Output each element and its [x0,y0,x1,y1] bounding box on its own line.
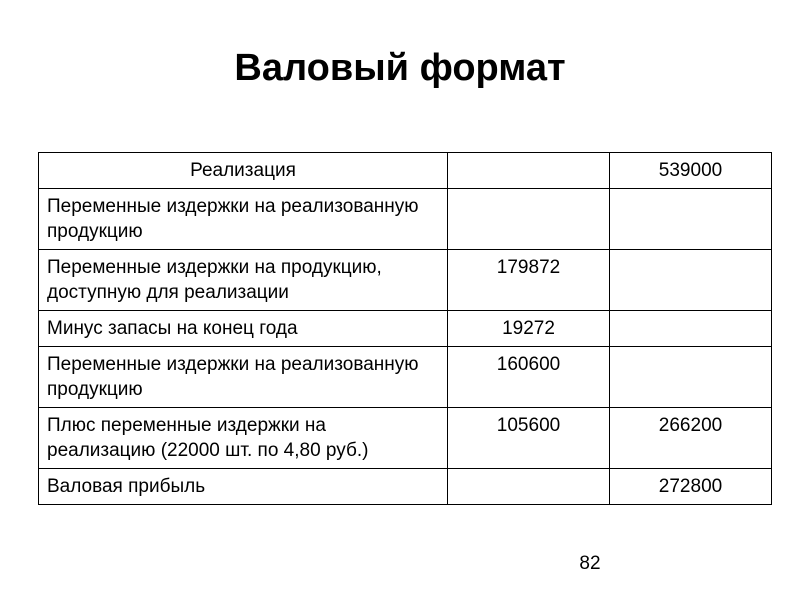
table-row [39,250,772,311]
row-right-value [610,250,772,311]
row-mid-value [448,153,610,189]
row-mid-value: 160600 [448,347,610,408]
row-label: Переменные издержки на реализованную продукцию [39,189,448,250]
row-mid-value: 179872 [448,250,610,311]
row-mid-value: 105600 [448,408,610,469]
slide-title: Валовый формат [234,47,566,89]
table-row [39,153,772,189]
table-row [39,347,772,408]
row-label: Плюс переменные издержки на реализацию (22000 шт. по 4,80 руб.) [39,408,448,469]
table-row [39,408,772,469]
row-right-value: 539000 [610,153,772,189]
row-mid-value [448,189,610,250]
row-right-value: 272800 [610,469,772,505]
row-label: Переменные издержки на продукцию, доступную для реализации [39,250,448,311]
row-label: Минус запасы на конец года [39,311,448,347]
row-right-value [610,189,772,250]
table-row [39,469,772,505]
page-number: 82 [579,553,601,574]
table-row [39,189,772,250]
row-right-value: 266200 [610,408,772,469]
gross-format-table [38,152,772,505]
row-label: Валовая прибыль [39,469,448,505]
row-label: Реализация [39,153,448,189]
row-mid-value: 19272 [448,311,610,347]
row-right-value [610,311,772,347]
row-mid-value [448,469,610,505]
row-right-value [610,347,772,408]
row-label: Переменные издержки на реализованную продукцию [39,347,448,408]
table-row [39,311,772,347]
